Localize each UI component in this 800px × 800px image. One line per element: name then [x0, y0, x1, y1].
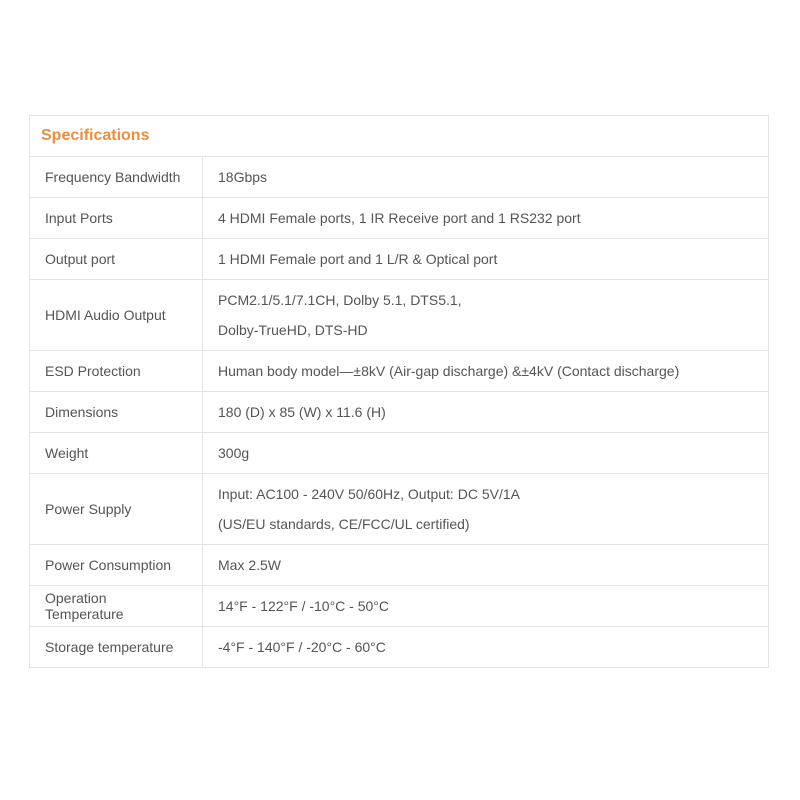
spec-value [203, 627, 769, 668]
spec-value-line: Max 2.5W [218, 557, 282, 573]
spec-value-line: 180 (D) x 85 (W) x 11.6 (H) [218, 404, 386, 420]
spec-label: HDMI Audio Output [30, 280, 203, 351]
spec-value-line: -4°F - 140°F / -20°C - 60°C [218, 639, 386, 655]
table-row [30, 474, 769, 545]
table-row [30, 198, 769, 239]
spec-value [203, 433, 769, 474]
table-row [30, 392, 769, 433]
spec-value [203, 392, 769, 433]
spec-label: Operation Temperature [30, 586, 203, 627]
spec-value [203, 280, 769, 351]
table-row [30, 280, 769, 351]
spec-value [203, 157, 769, 198]
spec-value-line: 14°F - 122°F / -10°C - 50°C [218, 598, 390, 614]
table-row [30, 351, 769, 392]
table-row [30, 433, 769, 474]
spec-value-line: 4 HDMI Female ports, 1 IR Receive port and 1 RS232 port [218, 210, 581, 226]
specifications-body [30, 116, 769, 668]
spec-value [203, 198, 769, 239]
spec-value [203, 351, 769, 392]
spec-label: Dimensions [30, 392, 203, 433]
spec-label: Power Supply [30, 474, 203, 545]
spec-value-line: Dolby-TrueHD, DTS-HD [218, 322, 368, 338]
spec-label: Storage temperature [30, 627, 203, 668]
specifications-header-row [30, 116, 769, 157]
specifications-title: Specifications [30, 116, 769, 157]
spec-value-line: Human body model—±8kV (Air-gap discharge) &±4kV (Contact discharge) [218, 363, 680, 379]
spec-value-line: PCM2.1/5.1/7.1CH, Dolby 5.1, DTS5.1, [218, 292, 462, 308]
spec-label: Output port [30, 239, 203, 280]
spec-value [203, 586, 769, 627]
table-row [30, 157, 769, 198]
specifications-table [29, 115, 769, 668]
spec-label: Frequency Bandwidth [30, 157, 203, 198]
spec-value-line: 18Gbps [218, 169, 268, 185]
spec-value-line: 1 HDMI Female port and 1 L/R & Optical port [218, 251, 498, 267]
table-row [30, 239, 769, 280]
spec-label: Input Ports [30, 198, 203, 239]
table-row [30, 586, 769, 627]
table-row [30, 545, 769, 586]
spec-value-line: Input: AC100 - 240V 50/60Hz, Output: DC 5V/1A [218, 486, 520, 502]
spec-value-line: 300g [218, 445, 250, 461]
spec-value [203, 545, 769, 586]
table-row [30, 627, 769, 668]
spec-label: Power Consumption [30, 545, 203, 586]
spec-label: ESD Protection [30, 351, 203, 392]
spec-value [203, 239, 769, 280]
spec-label: Weight [30, 433, 203, 474]
spec-value-line: (US/EU standards, CE/FCC/UL certified) [218, 516, 470, 532]
spec-value [203, 474, 769, 545]
